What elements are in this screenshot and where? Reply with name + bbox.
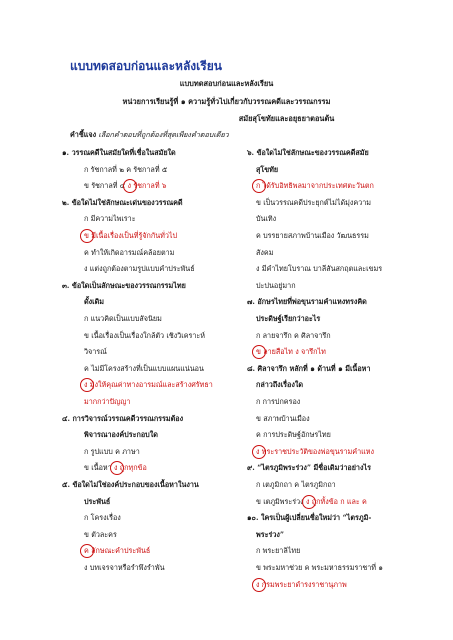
- page-title: แบบทดสอบก่อนและหลังเรียน: [70, 59, 222, 73]
- line-text: บันเทิง: [256, 214, 277, 224]
- question-line: [256, 381, 303, 388]
- line-text: ข ตัวละคร: [84, 529, 117, 539]
- answer-circle-mark: ง: [305, 496, 310, 506]
- line-text: ข สภาพบ้านเมือง: [256, 413, 310, 423]
- line-text: ง มีคำไทยโบราณ บาลีสันสกฤตและเขมร: [256, 264, 383, 274]
- answer-circle-mark: ง: [84, 380, 88, 390]
- choice-line: [84, 531, 117, 538]
- answer-circle-mark: ก: [256, 181, 261, 191]
- question-line: [256, 166, 278, 173]
- question-line: [62, 415, 183, 422]
- choice-line: [256, 332, 331, 339]
- line-text: ก โครงเรื่อง: [84, 513, 121, 523]
- choice-line: [84, 564, 164, 571]
- answer-text: กรมพระยาดำรงราชานุภาพ: [259, 579, 347, 589]
- line-text: ก พระยาลิไทย: [256, 546, 301, 556]
- answer-circle-mark: ค: [84, 546, 89, 556]
- line-text: ข เนื้อเรื่องเป็นเรื่องใกล้ตัว เชิงวิเคราะห์: [84, 330, 205, 340]
- header-line-3: สมัยสุโขทัยและอยุธยาตอนต้น: [238, 114, 335, 123]
- choice-line: [84, 232, 177, 239]
- choice-line: [256, 498, 367, 505]
- line-text: ก รัชกาลที่ ๒ ค รัชกาลที่ ๕: [84, 164, 168, 174]
- choice-line: [84, 398, 130, 405]
- choice-line: [256, 282, 296, 289]
- line-text: ค การประดิษฐ์อักษรไทย: [256, 430, 331, 440]
- question-line: [247, 514, 371, 521]
- choice-line: [84, 448, 140, 455]
- question-line: [84, 431, 158, 438]
- choice-line: [256, 581, 347, 588]
- answer-text: ถูกทั้งข้อ ก และ ค: [309, 496, 367, 506]
- line-text: ค บรรยายสภาพบ้านเมือง วัฒนธรรม: [256, 231, 369, 240]
- header-line-1: แบบทดสอบก่อนและหลังเรียน: [179, 79, 274, 88]
- choice-line: [84, 464, 147, 471]
- choice-line: [256, 215, 276, 222]
- line-text: ก มีความไพเราะ: [84, 214, 136, 224]
- choice-line: [256, 182, 374, 189]
- choice-line: [256, 415, 310, 422]
- line-text: ง แต่งถูกต้องตามรูปแบบคำประพันธ์: [84, 264, 195, 274]
- choice-line: [84, 365, 204, 372]
- choice-line: [84, 348, 107, 355]
- answer-text: มุ่งให้คุณค่าทางอารมณ์และสร้างศรัทธา: [87, 380, 213, 390]
- answer-text: ลายสือไท ง จารึกไท: [260, 347, 326, 357]
- line-text: ง บทเจรจาหรือรำพึงรำพัน: [84, 563, 165, 572]
- line-text: สังคม: [256, 247, 274, 257]
- question-line: [247, 298, 367, 305]
- line-text: กล่าวถึงเรื่องใด: [256, 380, 304, 390]
- choice-line: [84, 166, 167, 173]
- line-text: ค ทำให้เกิดอารมณ์คล้อยตาม: [84, 247, 175, 257]
- line-text: ๗. อักษรไทยที่พ่อขุนรามคำแหงทรงคิด: [247, 297, 367, 307]
- line-text: สุโขทัย: [256, 164, 279, 174]
- line-text: ประดิษฐ์เรียกว่าอะไร: [256, 314, 321, 323]
- choice-line: [256, 564, 383, 571]
- choice-line: [84, 182, 166, 189]
- line-text: ก การปกครอง: [256, 397, 301, 406]
- choice-line: [84, 249, 174, 256]
- answer-circle-mark: ง: [256, 446, 260, 456]
- question-line: [62, 199, 183, 206]
- instruction: [70, 131, 229, 138]
- choice-line: [84, 332, 205, 339]
- line-text: ๖. ข้อใดไม่ใช่ลักษณะของวรรณคดีสมัย: [247, 148, 369, 157]
- choice-line: [256, 249, 273, 256]
- line-text: ๓. ข้อใดเป็นลักษณะของวรรณกรรมไทย: [62, 280, 186, 290]
- answer-text: ได้รับอิทธิพลมาจากประเทศตะวันตก: [260, 181, 374, 191]
- answer-text: ถูกทุกข้อ: [117, 463, 147, 473]
- line-text: ก รูปแบบ ค ภาษา: [84, 446, 140, 456]
- answer-text: ลักษณะคำประพันธ์: [88, 546, 151, 556]
- line-text: ๕. ข้อใดไม่ใช่องค์ประกอบของเนื้อหาในงาน: [62, 480, 199, 489]
- line-text: มากกว่าปัญญา: [84, 397, 131, 406]
- question-line: [84, 298, 104, 305]
- choice-line: [256, 431, 331, 438]
- answer-circle-mark: ง: [113, 463, 118, 473]
- choice-line: [256, 448, 374, 455]
- question-line: [62, 481, 199, 488]
- answer-text: มีเนื้อเรื่องเป็นที่รู้จักกันทั่วไป: [88, 231, 178, 240]
- answer-circle-mark: ข: [84, 231, 89, 240]
- choice-line: [84, 514, 121, 521]
- question-line: [247, 149, 369, 156]
- choice-line: [84, 381, 213, 388]
- instruction-label: คำชี้แจง: [70, 130, 97, 139]
- choice-line: [256, 265, 382, 272]
- question-line: [256, 315, 320, 322]
- answer-circle-mark: ข: [256, 347, 261, 357]
- line-text: ๒. ข้อใดไม่ใช่ลักษณะเด่นของวรรณคดี: [62, 197, 183, 207]
- choice-line: [84, 547, 150, 554]
- answer-text: พระราชประวัติของพ่อขุนรามคำแหง: [259, 446, 374, 456]
- instruction-text: เลือกคำตอบที่ถูกต้องที่สุดเพียงคำตอบเดียว: [98, 130, 229, 139]
- line-text: ดั้งเดิม: [84, 297, 105, 307]
- line-text: ค ไม่มีโครงสร้างที่เป็นแบบแผนแน่นอน: [84, 363, 204, 373]
- choice-line: [256, 547, 300, 554]
- choice-line: [84, 215, 136, 222]
- choice-line: [256, 348, 326, 355]
- line-text: ข เตภูมิพระร่วง: [256, 496, 306, 506]
- question-line: [84, 498, 110, 505]
- choice-line: [256, 232, 369, 239]
- answer-text: รัชกาลที่ ๖: [131, 181, 167, 191]
- line-text: ก ลายจารึก ค ศิลาจารึก: [256, 330, 331, 340]
- line-text: พระร่วง”: [256, 529, 284, 539]
- line-text: ปะปนอยู่มาก: [256, 280, 296, 290]
- line-text: พิจารณาองค์ประกอบใด: [84, 430, 158, 440]
- question-line: [62, 282, 186, 289]
- line-text: ๙. “ไตรภูมิพระร่วง” มีชื่อเดิมว่าอย่างไร: [247, 463, 371, 473]
- line-text: ก แนวคิดเป็นแบบสัจนิยม: [84, 314, 162, 323]
- line-text: ข เป็นวรรณคดีประยุกต์ไม่ได้มุ่งความ: [256, 197, 372, 207]
- line-text: ข รัชกาลที่ ๔: [84, 181, 128, 191]
- question-line: [247, 365, 370, 372]
- line-text: ๑๐. ใครเป็นผู้เปลี่ยนชื่อใหม่ว่า “ไตรภูมิ-: [247, 513, 372, 523]
- line-text: ข เนื้อหา: [84, 463, 114, 473]
- line-text: ๔. การวิจารณ์วรรณคดีวรรณกรรมต้อง: [62, 413, 184, 423]
- line-text: ก เตภูมิกถา ค ไตรภูมิกถา: [256, 480, 336, 489]
- choice-line: [256, 481, 336, 488]
- line-text: วิจารณ์: [84, 347, 107, 357]
- question-line: [256, 531, 284, 538]
- line-text: ประพันธ์: [84, 496, 111, 506]
- answer-circle-mark: ง: [127, 181, 131, 191]
- answer-circle-mark: ง: [256, 579, 260, 589]
- line-text: ๑. วรรณคดีในสมัยใดที่เชื่อในสมัยใด: [62, 148, 176, 157]
- choice-line: [84, 265, 195, 272]
- choice-line: [256, 398, 300, 405]
- choice-line: [256, 199, 371, 206]
- header-line-2: หน่วยการเรียนรู้ที่ ๑ ความรู้ทั่วไปเกี่ยวกับวรรณคดีและวรรณกรรม: [122, 97, 331, 106]
- line-text: ข พระมหาช่วย ค พระมหาธรรมราชาที่ ๑: [256, 563, 383, 572]
- question-line: [247, 464, 371, 471]
- question-line: [62, 149, 176, 156]
- line-text: ๘. ศิลาจารึก หลักที่ ๑ ด้านที่ ๑ มีเนื้อหา: [247, 363, 371, 373]
- choice-line: [84, 315, 162, 322]
